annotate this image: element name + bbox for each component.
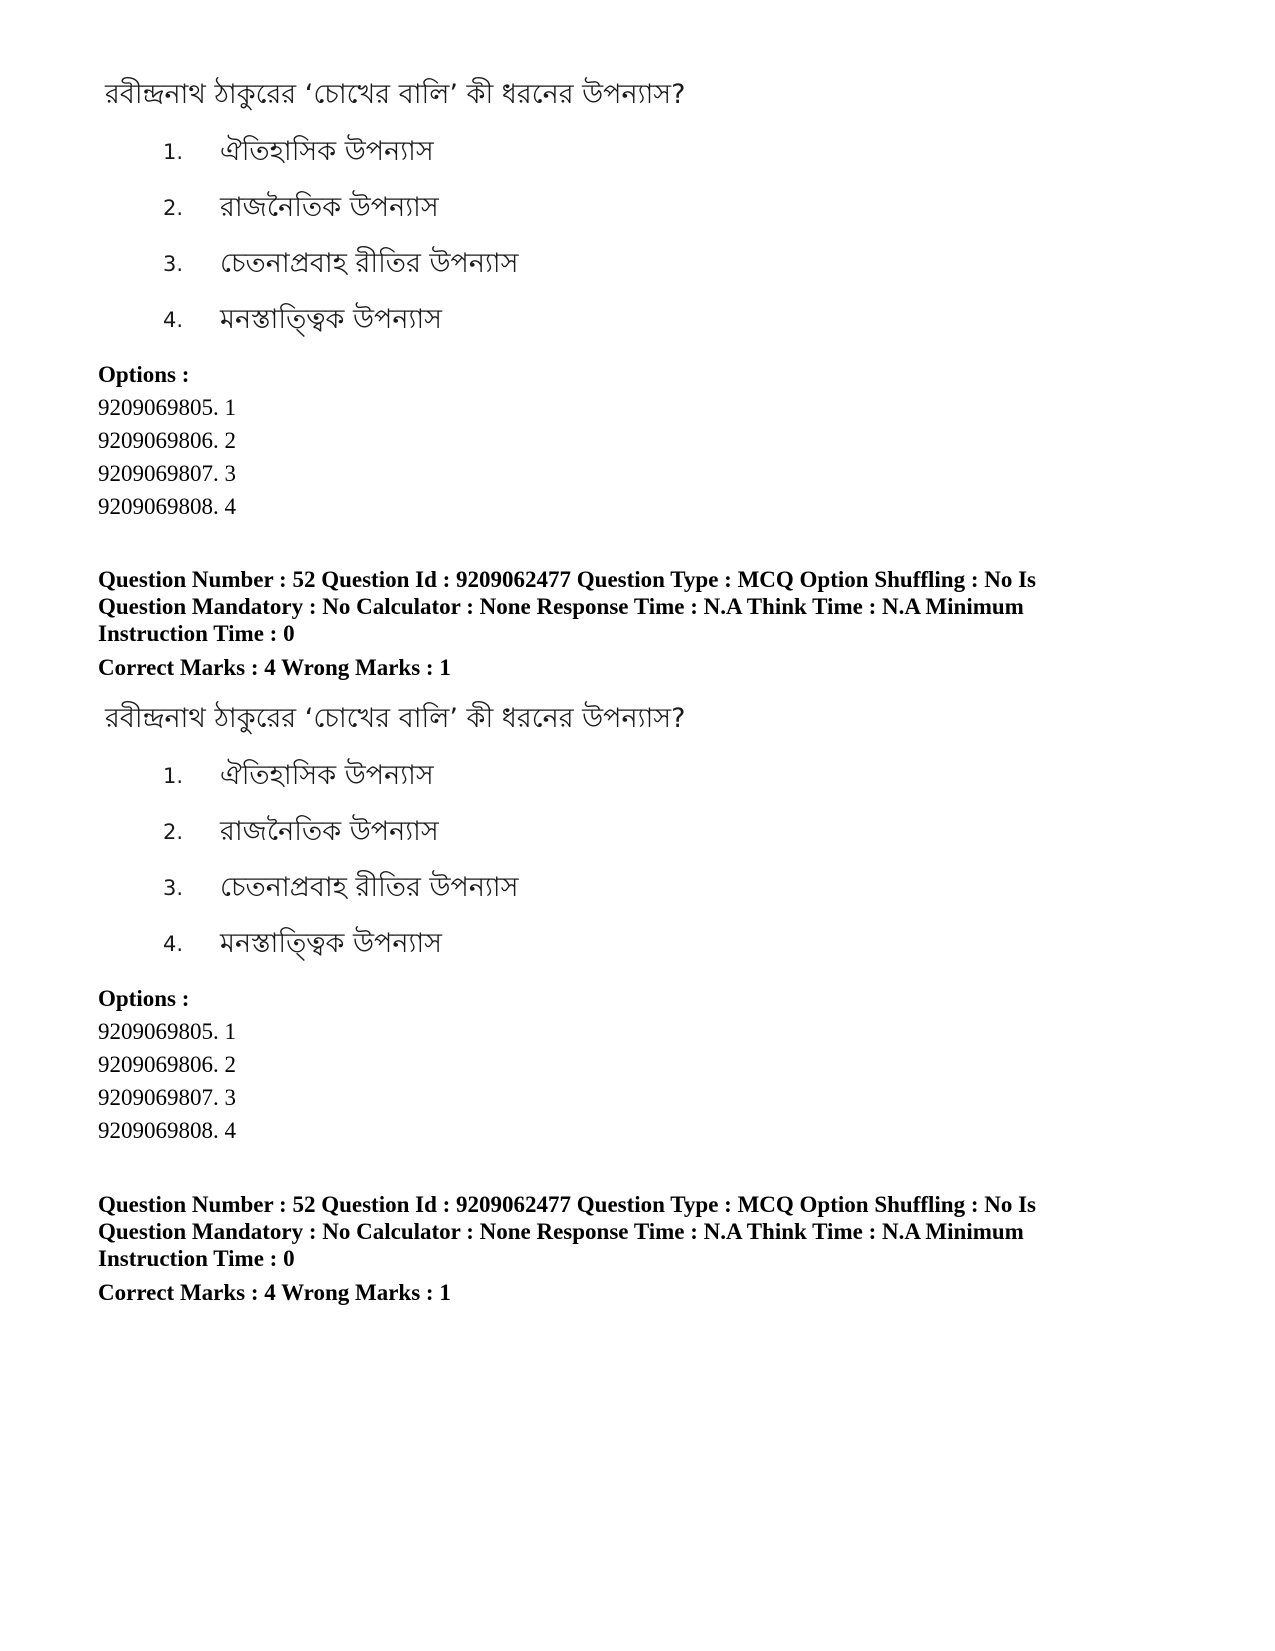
choice-number: 4. [163, 308, 184, 332]
choice-number: 1. [163, 764, 184, 788]
question-image [105, 75, 705, 355]
metadata-line: Question Mandatory : No Calculator : None Response Time : N.A Think Time : N.A Minimum [98, 594, 1024, 619]
metadata-line: Question Number : 52 Question Id : 9209062477 Question Type : MCQ Option Shuffling : No Is [98, 1192, 1037, 1217]
options-label: Options : [98, 986, 190, 1011]
choice-text: ঐতিহাসিক উপন্যাস [220, 136, 434, 167]
marks-line: Correct Marks : 4 Wrong Marks : 1 [98, 1280, 451, 1305]
metadata-line: Instruction Time : 0 [98, 621, 295, 646]
question-stem: রবীন্দ্রনাথ ঠাকুরের ‘চোখের বালি’ কী ধরনের উপন্যাস? [105, 703, 686, 734]
options-list [98, 358, 236, 523]
option-item: 9209069807. 3 [98, 1085, 236, 1110]
options-label: Options : [98, 362, 190, 387]
choice-number: 4. [163, 932, 184, 956]
marks-line: Correct Marks : 4 Wrong Marks : 1 [98, 655, 451, 680]
option-item: 9209069808. 4 [98, 494, 236, 519]
option-item: 9209069806. 2 [98, 1052, 236, 1077]
choice-text: মনস্তাত্ত্বিক উপন্যাস [220, 928, 442, 959]
choice-text: রাজনৈতিক উপন্যাস [220, 192, 439, 223]
choice-text: ঐতিহাসিক উপন্যাস [220, 760, 434, 791]
choice-number: 2. [163, 196, 184, 220]
choice-number: 3. [163, 876, 184, 900]
metadata-line: Question Mandatory : No Calculator : None Response Time : N.A Think Time : N.A Minimum [98, 1219, 1024, 1244]
choice-text: চেতনাপ্রবাহ রীতির উপন্যাস [220, 248, 519, 279]
option-item: 9209069805. 1 [98, 1019, 236, 1044]
question-stem: রবীন্দ্রনাথ ঠাকুরের ‘চোখের বালি’ কী ধরনের উপন্যাস? [105, 79, 686, 110]
option-item: 9209069808. 4 [98, 1118, 236, 1143]
question-metadata [98, 566, 1188, 681]
choice-text: চেতনাপ্রবাহ রীতির উপন্যাস [220, 872, 519, 903]
option-item: 9209069805. 1 [98, 395, 236, 420]
choice-number: 3. [163, 252, 184, 276]
question-image [105, 699, 705, 979]
choice-text: রাজনৈতিক উপন্যাস [220, 816, 439, 847]
choice-number: 2. [163, 820, 184, 844]
question-metadata [98, 1191, 1188, 1306]
choice-text: মনস্তাত্ত্বিক উপন্যাস [220, 304, 442, 335]
metadata-line: Question Number : 52 Question Id : 9209062477 Question Type : MCQ Option Shuffling : No Is [98, 567, 1037, 592]
options-list [98, 982, 236, 1147]
choice-number: 1. [163, 140, 184, 164]
option-item: 9209069806. 2 [98, 428, 236, 453]
option-item: 9209069807. 3 [98, 461, 236, 486]
metadata-line: Instruction Time : 0 [98, 1246, 295, 1271]
